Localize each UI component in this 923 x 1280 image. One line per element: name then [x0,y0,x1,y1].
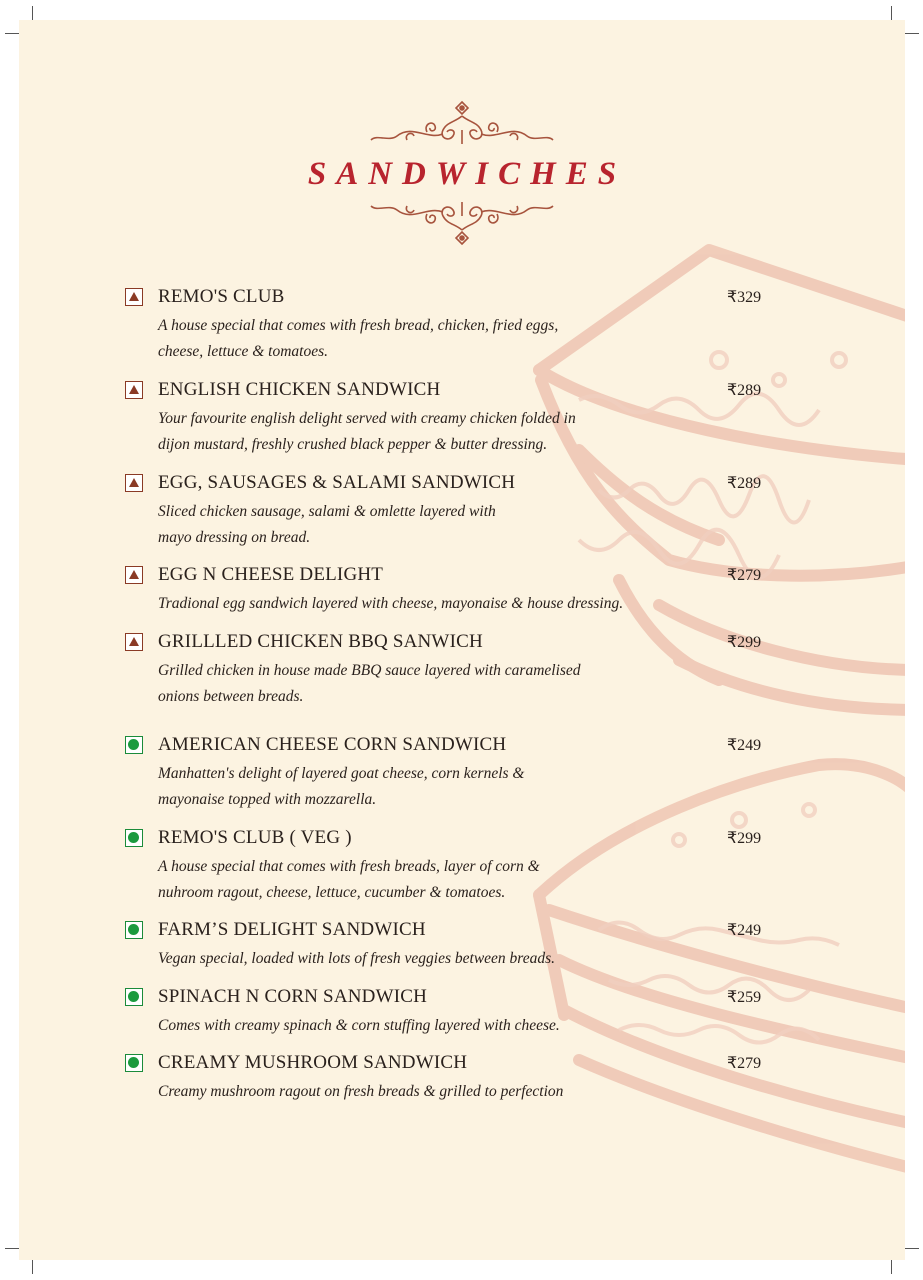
item-name: CREAMY MUSHROOM SANDWICH [158,1052,468,1073]
item-price: ₹249 [727,922,762,939]
page-title: SANDWICHES [307,156,627,192]
item-name: EGG, SAUSAGES & SALAMI SANDWICH [158,472,516,493]
crop-mark [32,1260,33,1274]
item-description: A house special that comes with fresh bread, chicken, fried eggs, cheese, lettuce & tomatoes. [158,317,559,360]
menu-header [19,100,905,246]
crop-mark [5,33,19,34]
crop-mark [891,6,892,20]
item-description: Comes with creamy spinach & corn stuffing layered with cheese. [158,1017,560,1034]
non-veg-marker-icon [125,288,143,306]
non-veg-marker-icon [125,381,143,399]
item-price: ₹279 [727,1055,762,1072]
item-price: ₹279 [727,567,762,584]
item-description: Grilled chicken in house made BBQ sauce layered with caramelised onions between breads. [158,662,581,705]
item-description: Your favourite english delight served with creamy chicken folded in dijon mustard, freshly crushed black pepper & butter dressing. [158,410,576,453]
non-veg-marker-icon [125,633,143,651]
item-name: REMO'S CLUB [158,286,285,307]
item-description: Vegan special, loaded with lots of fresh veggies between breads. [158,950,556,967]
veg-marker-icon [125,921,143,939]
item-price: ₹259 [727,989,762,1006]
crop-mark [5,1248,19,1249]
crop-mark [905,33,919,34]
crop-mark [32,6,33,20]
crop-mark [891,1260,892,1274]
item-name: GRILLLED CHICKEN BBQ SANWICH [158,631,483,652]
item-price: ₹299 [727,830,762,847]
item-name: AMERICAN CHEESE CORN SANDWICH [158,734,507,755]
item-price: ₹329 [727,289,762,306]
item-price: ₹289 [727,382,762,399]
item-description: A house special that comes with fresh breads, layer of corn & nuhroom ragout, cheese, lettuce, cucumber & tomatoes. [158,858,540,901]
item-name: ENGLISH CHICKEN SANDWICH [158,379,441,400]
item-price: ₹289 [727,475,762,492]
top-ornament-icon [367,100,557,148]
non-veg-marker-icon [125,566,143,584]
veg-marker-icon [125,736,143,754]
crop-mark [905,1248,919,1249]
veg-marker-icon [125,829,143,847]
item-price: ₹249 [727,737,762,754]
item-name: REMO'S CLUB ( VEG ) [158,827,352,848]
menu-page [19,20,905,1260]
item-description: Creamy mushroom ragout on fresh breads & grilled to perfection [158,1083,564,1100]
veg-marker-icon [125,988,143,1006]
item-name: FARM’S DELIGHT SANDWICH [158,919,426,940]
item-name: EGG N CHEESE DELIGHT [158,564,384,585]
item-name: SPINACH N CORN SANDWICH [158,986,428,1007]
item-price: ₹299 [727,634,762,651]
item-description: Tradional egg sandwich layered with cheese, mayonaise & house dressing. [158,595,624,612]
item-description: Manhatten's delight of layered goat cheese, corn kernels & mayonaise topped with mozzarella. [158,765,525,808]
non-veg-marker-icon [125,474,143,492]
item-description: Sliced chicken sausage, salami & omlette layered with mayo dressing on bread. [158,503,496,546]
veg-marker-icon [125,1054,143,1072]
bottom-ornament-icon [367,198,557,246]
